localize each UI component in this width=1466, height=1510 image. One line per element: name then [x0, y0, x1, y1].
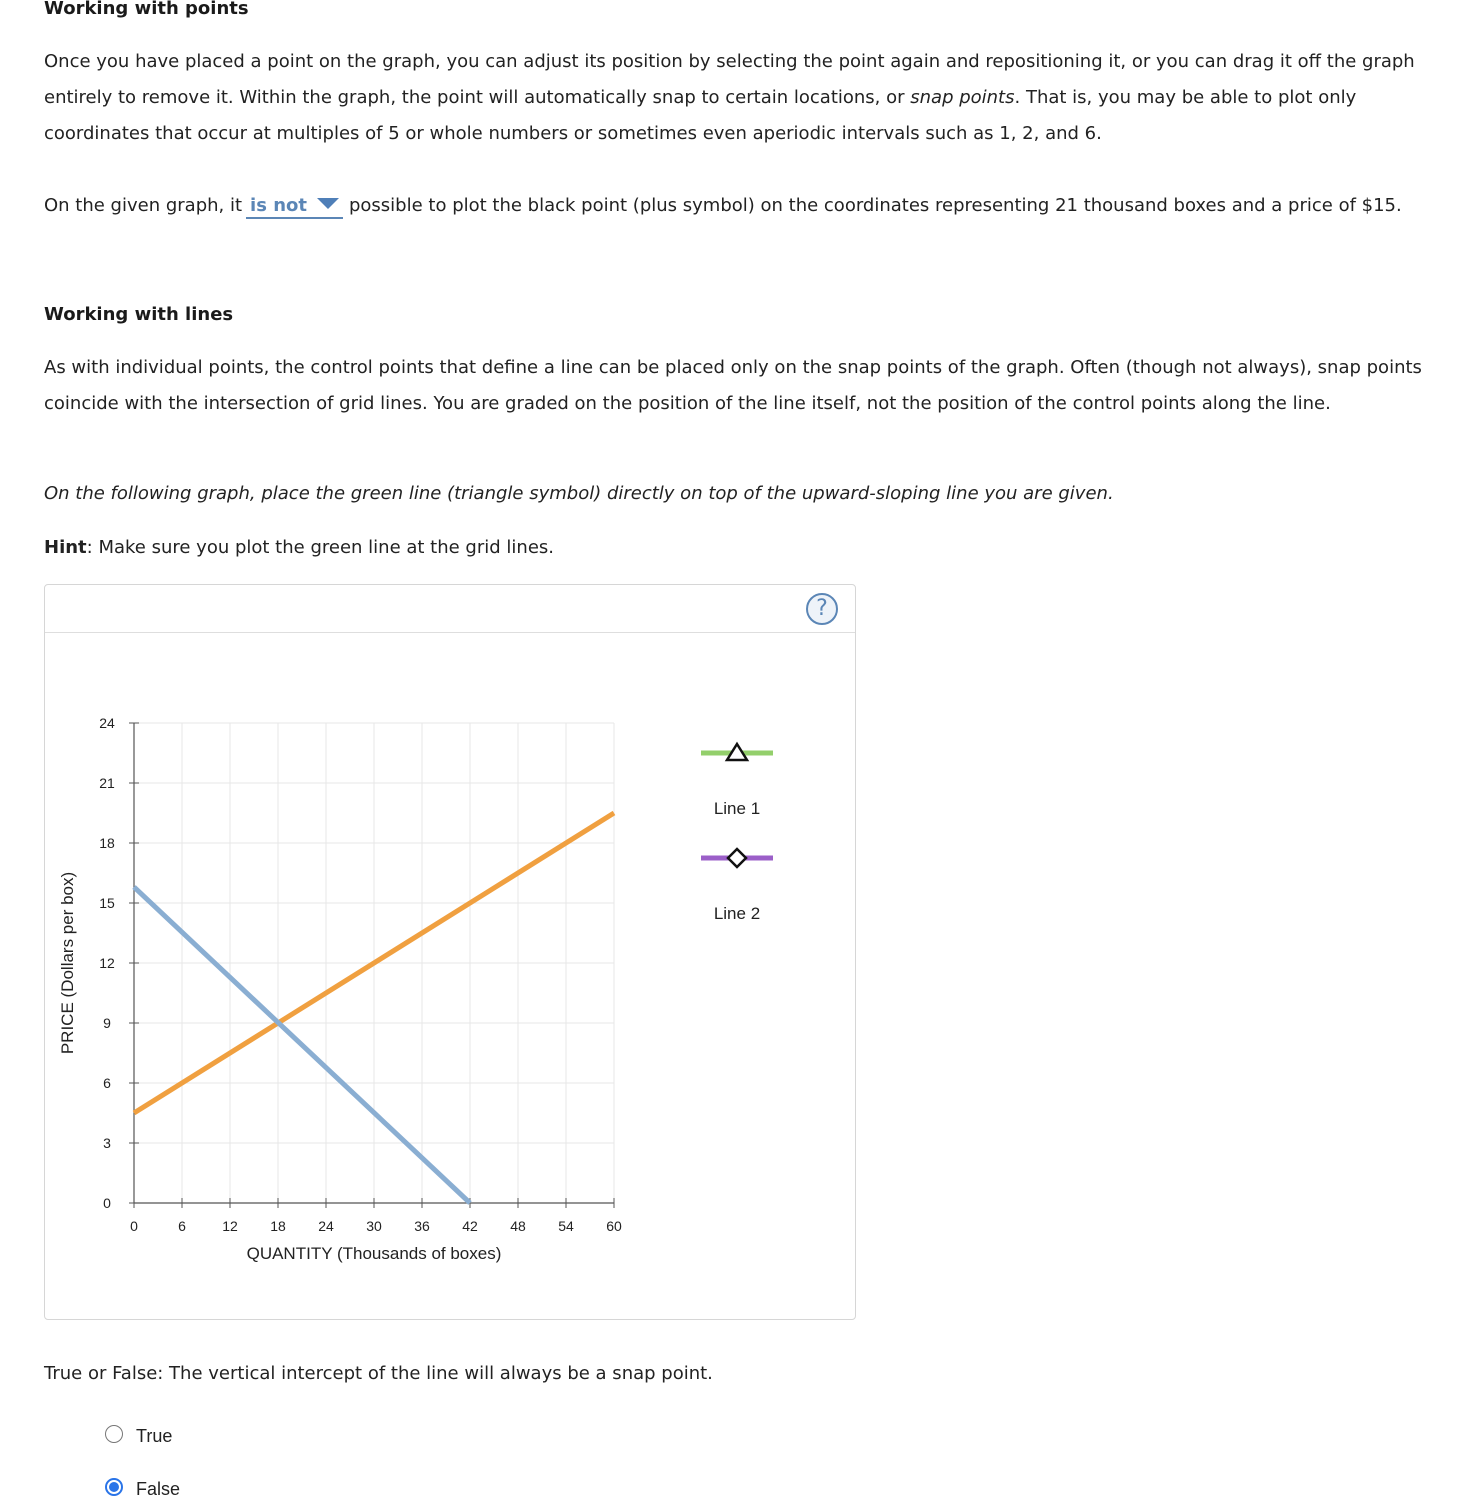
dropdown-caret-icon [317, 198, 339, 209]
x-tick-label: 48 [510, 1218, 526, 1234]
points-paragraph-part2: . That is, you may be able to plot only coordinates that occur at multiples of 5 or whole numbers or sometimes even aperiodic intervals such as 1, 2, and 6. [44, 87, 1357, 144]
x-tick-label: 36 [414, 1218, 430, 1234]
snap-points-term: snap points [910, 87, 1015, 108]
y-tick-label: 18 [99, 835, 115, 851]
points-paragraph-part1: Once you have placed a point on the graph, you can adjust its position by selecting the point again and repositioning it, or you can drag it off the graph entirely to remove it. Within the graph, the point will automatically snap to certain locations, or [44, 51, 1415, 108]
points-question [44, 188, 1434, 224]
legend-line-1[interactable] [701, 744, 773, 818]
x-tick-label: 30 [366, 1218, 382, 1234]
diamond-icon[interactable] [728, 849, 746, 867]
possibility-dropdown[interactable] [246, 195, 343, 219]
y-tick-label: 12 [99, 955, 115, 971]
option-true[interactable] [104, 1424, 304, 1450]
radio-true[interactable] [105, 1425, 123, 1443]
y-tick-label: 9 [103, 1015, 111, 1031]
x-tick-label: 60 [606, 1218, 622, 1234]
y-axis-label: PRICE (Dollars per box) [58, 871, 77, 1055]
line-2-label: Line 2 [713, 904, 761, 923]
hint-label: Hint [44, 537, 87, 558]
lines-heading: Working with lines [44, 304, 234, 325]
x-tick-label: 42 [462, 1218, 478, 1234]
points-heading: Working with points [44, 0, 249, 19]
y-tick-label: 0 [103, 1195, 111, 1211]
tick-labels [99, 715, 622, 1234]
y-tick-label: 24 [99, 715, 115, 731]
radio-false[interactable] [105, 1478, 123, 1496]
hint [44, 530, 1434, 566]
option-true-label: True [136, 1426, 173, 1446]
graph-canvas[interactable] [45, 585, 855, 1319]
x-tick-label: 18 [270, 1218, 286, 1234]
x-tick-label: 54 [558, 1218, 574, 1234]
x-tick-label: 12 [222, 1218, 238, 1234]
points-paragraph [44, 44, 1434, 152]
hint-text: : Make sure you plot the green line at the grid lines. [86, 537, 554, 558]
x-axis-label: QUANTITY (Thousands of boxes) [246, 1244, 502, 1263]
points-question-before: On the given graph, it [44, 195, 243, 216]
x-tick-label: 24 [318, 1218, 334, 1234]
points-question-after: possible to plot the black point (plus symbol) on the coordinates representing 21 thousand boxes and a price of $15. [348, 195, 1402, 216]
x-tick-label: 0 [130, 1218, 138, 1234]
dropdown-selected-value: is not [250, 195, 307, 216]
legend-line-2[interactable] [701, 849, 773, 923]
option-false[interactable] [104, 1477, 304, 1503]
y-tick-label: 3 [103, 1135, 111, 1151]
help-icon[interactable]: ? [806, 593, 838, 625]
x-tick-label: 6 [178, 1218, 186, 1234]
y-tick-label: 21 [99, 775, 115, 791]
lines-instruction: On the following graph, place the green line (triangle symbol) directly on top of the upward-sloping line you are given. [44, 483, 1114, 504]
y-tick-label: 6 [103, 1075, 111, 1091]
option-false-label: False [136, 1479, 181, 1499]
line-1-label: Line 1 [713, 799, 761, 818]
graph-tool [44, 584, 856, 1320]
lines-paragraph: As with individual points, the control points that define a line can be placed only on the snap points of the graph. Often (though not always), snap points coincide with the intersection of grid lines. You are graded on the position of the line itself, not the position of the control points along the line. [44, 357, 1422, 414]
y-tick-label: 15 [99, 895, 115, 911]
true-false-prompt: True or False: The vertical intercept of the line will always be a snap point. [44, 1363, 713, 1384]
